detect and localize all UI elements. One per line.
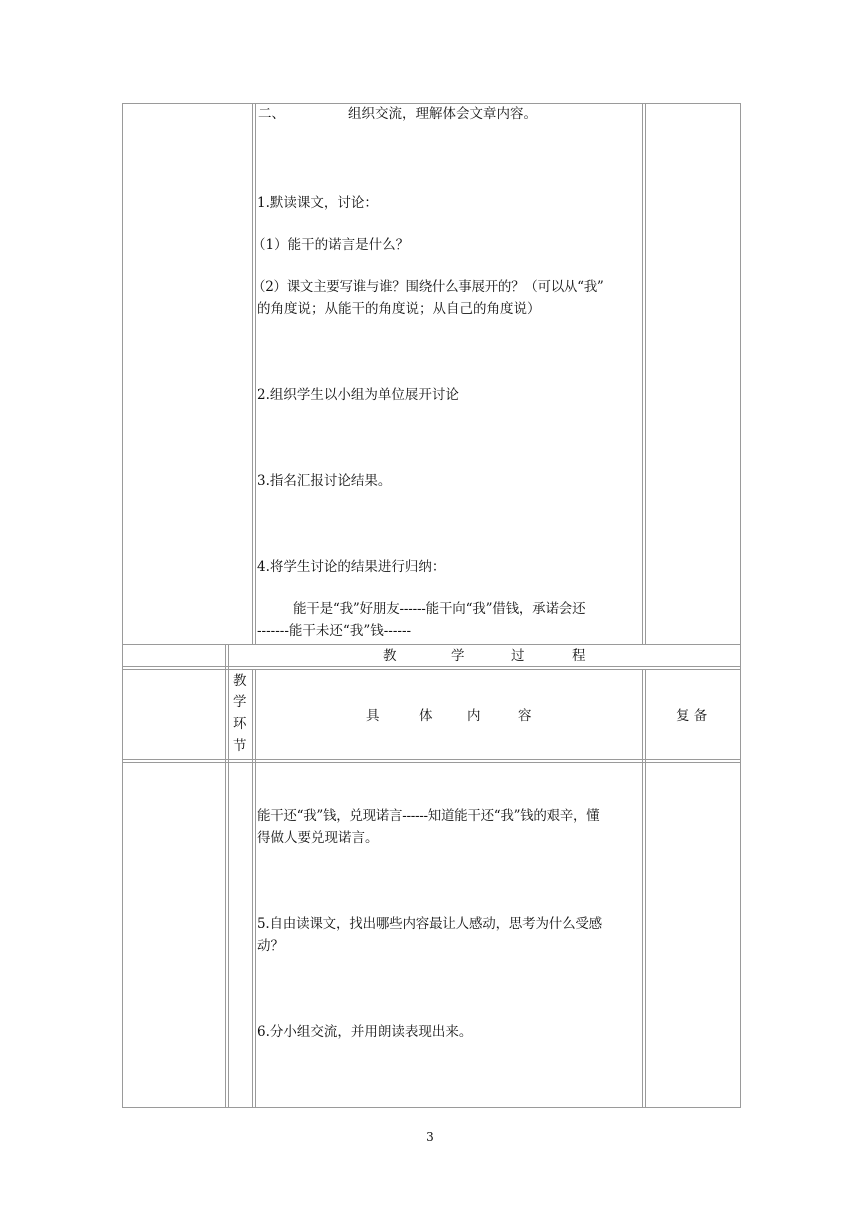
item-5-line-2: 动？: [257, 938, 284, 954]
stage-header-char: 教: [233, 673, 247, 689]
summary-line-1: 能干是“我”好朋友------能干向“我”借钱，承诺会还: [293, 601, 586, 617]
process-header-char-2: 学: [451, 648, 465, 664]
item-5-line-1: 5.自由读课文，找出哪些内容最让人感动，思考为什么受感: [257, 916, 602, 932]
item-1: 1.默读课文，讨论：: [257, 195, 378, 211]
question-2-line-1: （2）课文主要写谁与谁？围绕什么事展开的？（可以从“我”: [252, 279, 604, 295]
review-column-header: 复 备: [676, 708, 708, 724]
item-3: 3.指名汇报讨论结果。: [257, 473, 392, 489]
question-2-line-2: 的角度说；从能干的角度说；从自己的角度说）: [257, 301, 541, 317]
process-header-char-1: 教: [383, 648, 397, 664]
process-header-char-3: 过: [511, 648, 525, 664]
paragraph-1-line-1: 能干还“我”钱，兑现诺言------知道能干还“我”钱的艰辛，懂: [257, 808, 600, 824]
process-header-char-4: 程: [572, 648, 586, 664]
summary-line-2: -------能干未还“我”钱------: [257, 623, 412, 639]
section-heading-number: 二、: [258, 106, 285, 122]
paragraph-1-line-2: 得做人要兑现诺言。: [257, 830, 379, 846]
stage-header-char: 节: [233, 738, 247, 754]
item-4: 4.将学生讨论的结果进行归纳：: [257, 559, 446, 575]
page-number: 3: [426, 1130, 434, 1144]
stage-header-char: 学: [233, 694, 247, 710]
content-header-char: 体: [419, 708, 433, 724]
content-header-char: 容: [518, 708, 532, 724]
content-header-char: 内: [467, 708, 481, 724]
question-1: （1）能干的诺言是什么？: [252, 237, 410, 253]
stage-header-char: 环: [233, 716, 247, 732]
section-heading: 组织交流，理解体会文章内容。: [348, 106, 537, 122]
item-2: 2.组织学生以小组为单位展开讨论: [257, 387, 459, 403]
content-header-char: 具: [366, 708, 380, 724]
item-6: 6.分小组交流，并用朗读表现出来。: [257, 1024, 473, 1040]
